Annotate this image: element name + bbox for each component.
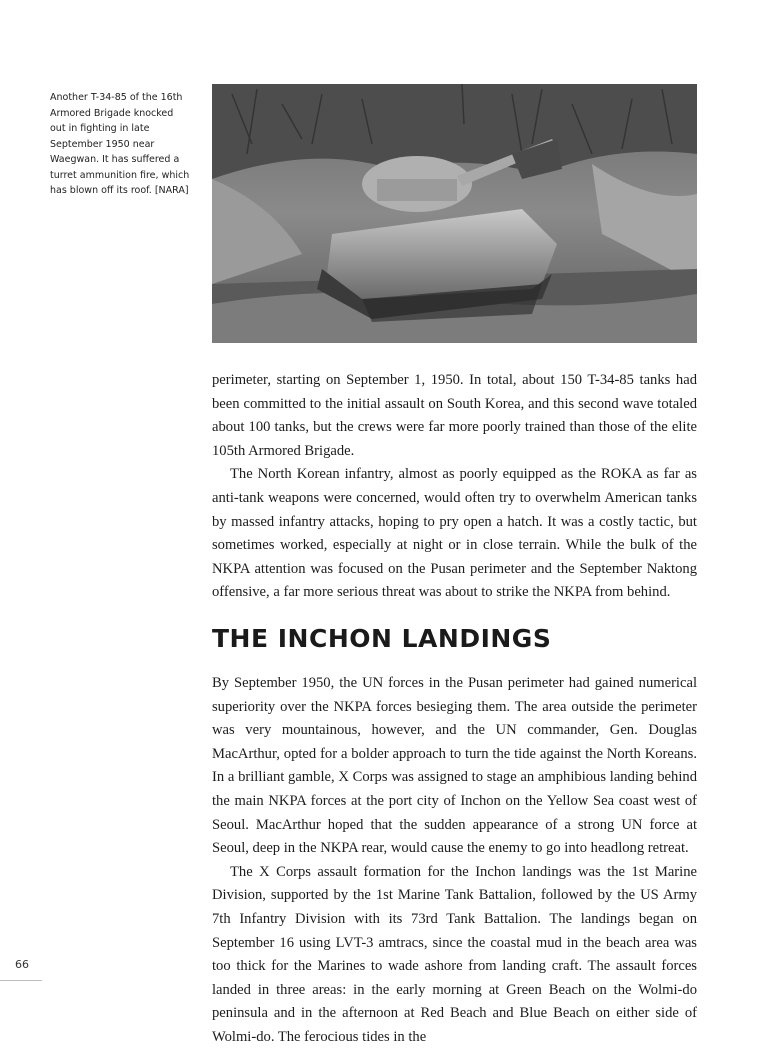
body-text-after <box>212 672 697 1050</box>
paragraph: perimeter, starting on September 1, 1950. In total, about 150 T-34-85 tanks had been committed to the initial assault on South Korea, and this second wave totaled about 100 tanks, but the crews were far more poorly trained than those of the elite 105th Armored Brigade. <box>212 372 697 459</box>
paragraph: The X Corps assault formation for the Inchon landings was the 1st Marine Division, supported by the 1st Marine Tank Battalion, followed by the US Army 7th Infantry Division with its 73rd Tank Battalion. The landings began on September 16 using LVT-3 amtracs, since the coastal mud in the beach area was too thick for the Marines to wade ashore from landing craft. The assault forces landed in three areas: in the early morning at Green Beach on the Wolmi-do peninsula and in the afternoon at Red Beach and Blue Beach on either side of Wolmi-do. The ferocious tides in the <box>212 863 697 1045</box>
page-number: 66 <box>15 958 29 971</box>
section-heading: THE INCHON LANDINGS <box>212 624 552 653</box>
tank-photo <box>212 84 697 343</box>
body-text-before <box>212 369 697 605</box>
page-number-rule <box>0 980 42 981</box>
paragraph: By September 1950, the UN forces in the Pusan perimeter had gained numerical superiority over the NKPA forces besieging them. The area outside the perimeter was very mountainous, however, and the UN commander, Gen. Douglas MacArthur, opted for a bolder approach to turn the tide against the North Koreans. In a brilliant gamble, X Corps was assigned to stage an amphibious landing behind the main NKPA forces at the port city of Inchon on the Yellow Sea coast west of Seoul. MacArthur hoped that the sudden appearance of a strong UN force at Seoul, deep in the NKPA rear, would cause the enemy to go into headlong retreat. <box>212 675 697 857</box>
knocked-out-tank-image <box>212 84 697 343</box>
photo-caption: Another T-34-85 of the 16th Armored Brigade knocked out in fighting in late September 1950 near Waegwan. It has suffered a turret ammunition fire, which has blown off its roof. [NARA] <box>50 92 190 196</box>
paragraph: The North Korean infantry, almost as poorly equipped as the ROKA as far as anti-tank weapons were concerned, would often try to overwhelm American tanks by massed infantry attacks, hoping to pry open a hatch. It was a costly tactic, but sometimes worked, especially at night or in close terrain. While the bulk of the NKPA attention was focused on the Pusan perimeter and the September Naktong offensive, a far more serious threat was about to strike the NKPA from behind. <box>212 466 697 601</box>
